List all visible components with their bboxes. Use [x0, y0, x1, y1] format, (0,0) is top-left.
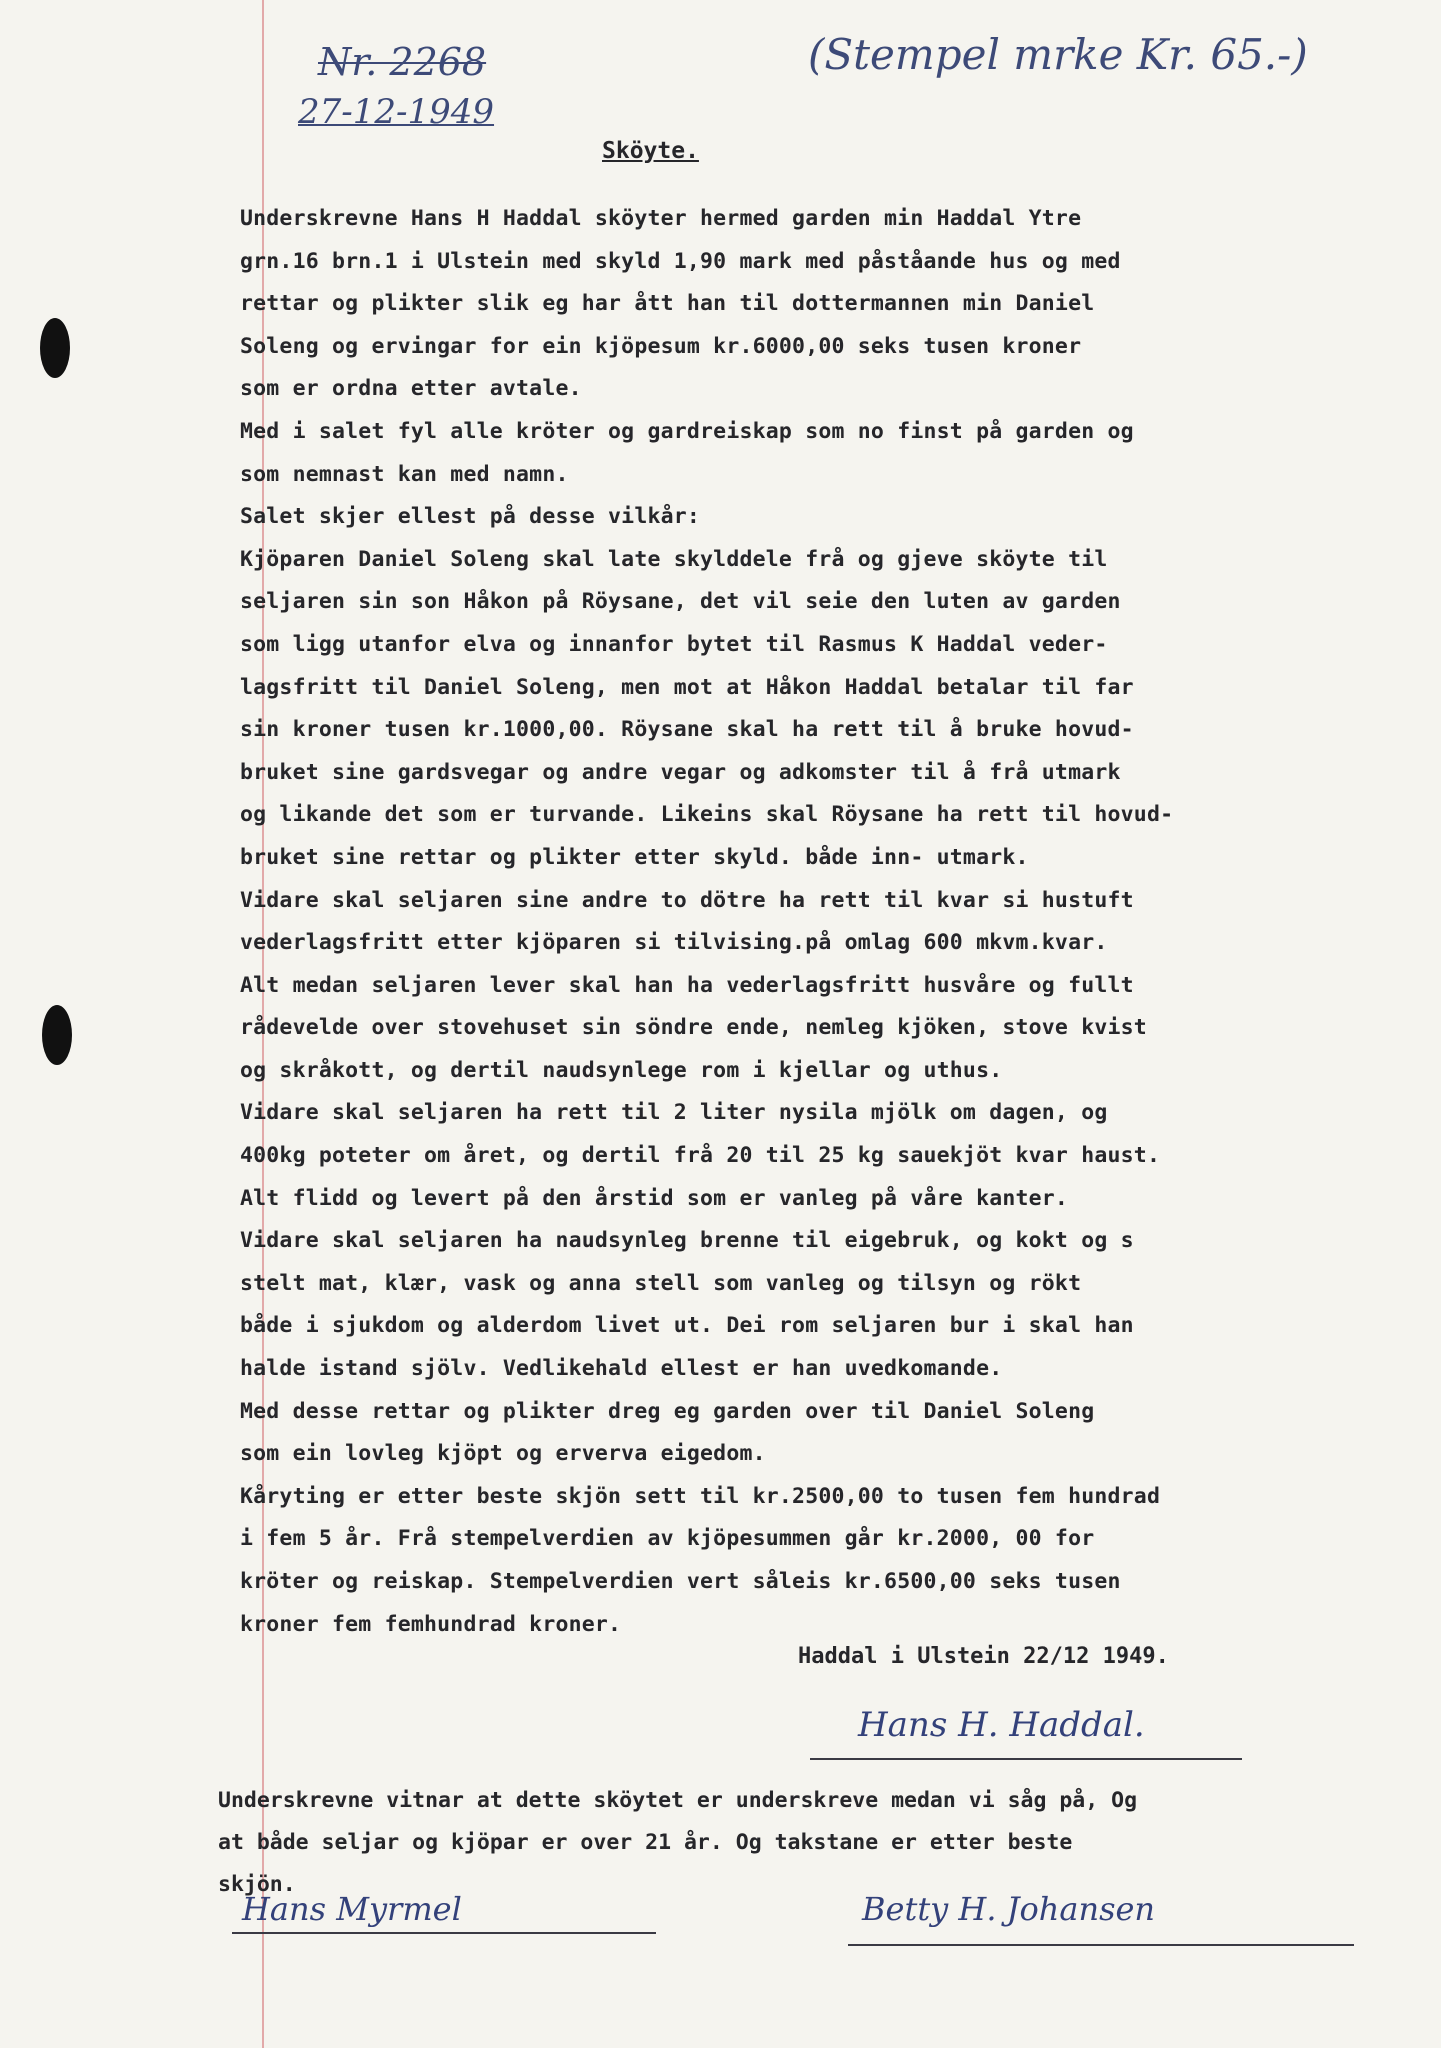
- body-line: som nemnast kan med namn.: [240, 461, 569, 487]
- signature-line: [848, 1944, 1354, 1946]
- body-line: som ein lovleg kjöpt og erverva eigedom.: [240, 1441, 766, 1467]
- body-line: som ligg utanfor elva og innanfor bytet til Rasmus K Haddal veder-: [240, 631, 1108, 657]
- body-line: i fem 5 år. Frå stempelverdien av kjöpesummen går kr.2000, 00 for: [240, 1526, 1095, 1552]
- body-line: stelt mat, klær, vask og anna stell som vanleg og tilsyn og rökt: [240, 1270, 1082, 1296]
- seller-signature: Hans H. Haddal.: [858, 1705, 1145, 1745]
- witness-signature-1: Hans Myrmel: [242, 1890, 462, 1928]
- body-line: både i sjukdom og alderdom livet ut. Dei rom seljaren bur i skal han: [240, 1313, 1134, 1339]
- body-line: Kjöparen Daniel Soleng skal late skylddele frå og gjeve sköyte til: [240, 546, 1108, 572]
- body-line: Vidare skal seljaren ha naudsynleg brenne til eigebruk, og kokt og s: [240, 1228, 1134, 1254]
- body-line: bruket sine gardsvegar og andre vegar og adkomster til å frå utmark: [240, 759, 1121, 785]
- body-line: vederlagsfritt etter kjöparen si tilvising.på omlag 600 mkvm.kvar.: [240, 930, 1108, 956]
- body-line: kroner fem femhundrad kroner.: [240, 1611, 622, 1637]
- place-date: Haddal i Ulstein 22/12 1949.: [798, 1644, 1169, 1669]
- witness-statement: [218, 1780, 1418, 1906]
- body-line: og likande det som er turvande. Likeins skal Röysane ha rett til hovud-: [240, 802, 1174, 828]
- witness-line: Underskrevne vitnar at dette sköytet er underskreve medan vi såg på, Og: [218, 1788, 1138, 1813]
- body-line: grn.16 brn.1 i Ulstein med skyld 1,90 mark med påståande hus og med: [240, 248, 1121, 274]
- body-line: 400kg poteter om året, og dertil frå 20 til 25 kg sauekjöt kvar haust.: [240, 1143, 1161, 1169]
- body-line: halde istand sjölv. Vedlikehald ellest er han uvedkomande.: [240, 1356, 1003, 1382]
- body-line: sin kroner tusen kr.1000,00. Röysane skal ha rett til å bruke hovud-: [240, 717, 1134, 743]
- body-line: som er ordna etter avtale.: [240, 376, 582, 402]
- body-line: Vidare skal seljaren ha rett til 2 liter nysila mjölk om dagen, og: [240, 1100, 1108, 1126]
- signature-line: [810, 1758, 1242, 1760]
- witness-signature-2: Betty H. Johansen: [862, 1890, 1156, 1928]
- body-line: Med desse rettar og plikter dreg eg garden over til Daniel Soleng: [240, 1398, 1095, 1424]
- body-line: bruket sine rettar og plikter etter skyld. både inn- utmark.: [240, 844, 1029, 870]
- document-title: Sköyte.: [602, 138, 699, 164]
- witness-line: skjön.: [218, 1872, 296, 1897]
- body-line: Soleng og ervingar for ein kjöpesum kr.6000,00 seks tusen kroner: [240, 333, 1082, 359]
- case-date: 27-12-1949: [298, 92, 495, 132]
- body-line: rådevelde over stovehuset sin söndre ende, nemleg kjöken, stove kvist: [240, 1015, 1147, 1041]
- body-line: Salet skjer ellest på desse vilkår:: [240, 504, 701, 530]
- witness-line: at både seljar og kjöpar er over 21 år. Og takstane er etter beste: [218, 1830, 1073, 1855]
- body-line: kröter og reiskap. Stempelverdien vert såleis kr.6500,00 seks tusen: [240, 1569, 1121, 1594]
- stamp-note: (Stempel mrke Kr. 65.-): [808, 30, 1308, 79]
- body-line: Kåryting er etter beste skjön sett til kr.2500,00 to tusen fem hundrad: [240, 1483, 1161, 1509]
- deed-body: [240, 198, 1420, 1646]
- signature-line: [232, 1932, 656, 1934]
- body-line: og skråkott, og dertil naudsynlege rom i kjellar og uthus.: [240, 1057, 1003, 1083]
- body-line: Med i salet fyl alle kröter og gardreiskap som no finst på garden og: [240, 418, 1134, 444]
- body-line: Alt medan seljaren lever skal han ha vederlagsfritt husvåre og fullt: [240, 972, 1134, 998]
- punch-hole-top: [40, 318, 70, 378]
- punch-hole-bottom: [42, 1005, 72, 1065]
- body-line: seljaren sin son Håkon på Röysane, det vil seie den luten av garden: [240, 589, 1121, 615]
- body-line: Underskrevne Hans H Haddal sköyter hermed garden min Haddal Ytre: [240, 206, 1082, 231]
- body-line: Alt flidd og levert på den årstid som er vanleg på våre kanter.: [240, 1185, 1069, 1211]
- body-line: rettar og plikter slik eg har ått han til dottermannen min Daniel: [240, 291, 1095, 317]
- body-line: lagsfritt til Daniel Soleng, men mot at Håkon Haddal betalar til far: [240, 674, 1134, 700]
- body-line: Vidare skal seljaren sine andre to dötre ha rett til kvar si hustuft: [240, 887, 1134, 913]
- case-number: Nr. 2268: [318, 40, 487, 84]
